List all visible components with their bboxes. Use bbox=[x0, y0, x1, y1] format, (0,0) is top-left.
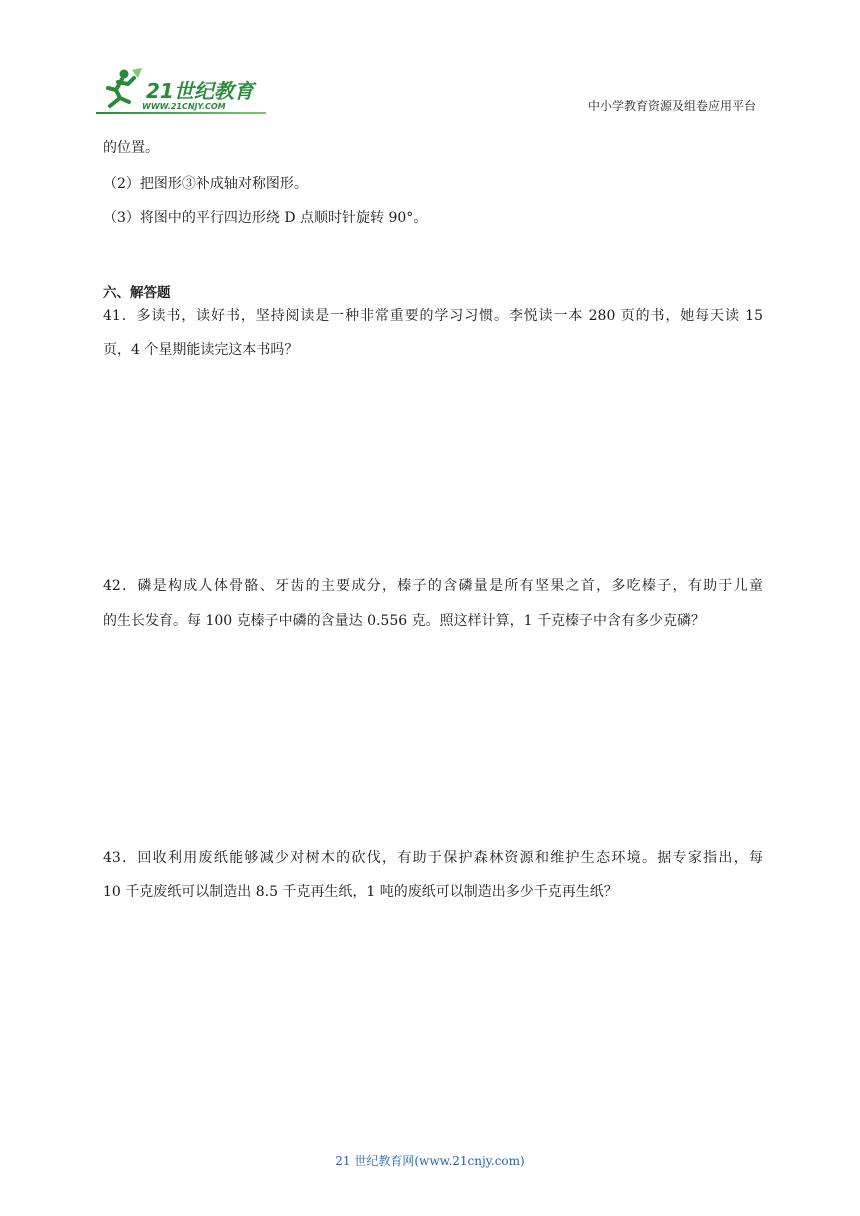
text-line: 的位置。 bbox=[103, 140, 159, 156]
question-43-line2: 10 千克废纸可以制造出 8.5 千克再生纸，1 吨的废纸可以制造出多少千克再生纸？ bbox=[103, 884, 618, 900]
logo bbox=[96, 66, 266, 116]
question-42-line2: 的生长发育。每 100 克榛子中磷的含量达 0.556 克。照这样计算，1 千克榛子中含有多少克磷？ bbox=[103, 613, 705, 629]
logo-text: 21世纪教育 bbox=[146, 79, 254, 103]
question-43-line1: 43．回收利用废纸能够减少对树木的砍伐，有助于保护森林资源和维护生态环境。据专家指出，每 bbox=[103, 850, 763, 866]
logo-url: WWW.21CNJY.COM bbox=[142, 102, 226, 111]
page-header bbox=[0, 0, 860, 120]
logo-underline bbox=[96, 112, 266, 114]
question-42-line1: 42．磷是构成人体骨骼、牙齿的主要成分，榛子的含磷量是所有坚果之首，多吃榛子，有助于儿童 bbox=[103, 578, 763, 594]
section-title: 六、解答题 bbox=[103, 285, 171, 301]
question-41-line2: 页，4 个星期能读完这本书吗？ bbox=[103, 342, 299, 358]
question-item-3: （3）将图中的平行四边形绕 D 点顺时针旋转 90°。 bbox=[103, 210, 428, 226]
footer-link[interactable]: 21 世纪教育网(www.21cnjy.com) bbox=[335, 1154, 525, 1168]
question-41-line1: 41．多读书，读好书，坚持阅读是一种非常重要的学习习惯。李悦读一本 280 页的书，她每天读 15 bbox=[103, 308, 763, 324]
question-item-2: （2）把图形③补成轴对称图形。 bbox=[103, 176, 308, 192]
runner-icon bbox=[96, 66, 146, 112]
platform-label: 中小学教育资源及组卷应用平台 bbox=[587, 99, 756, 113]
